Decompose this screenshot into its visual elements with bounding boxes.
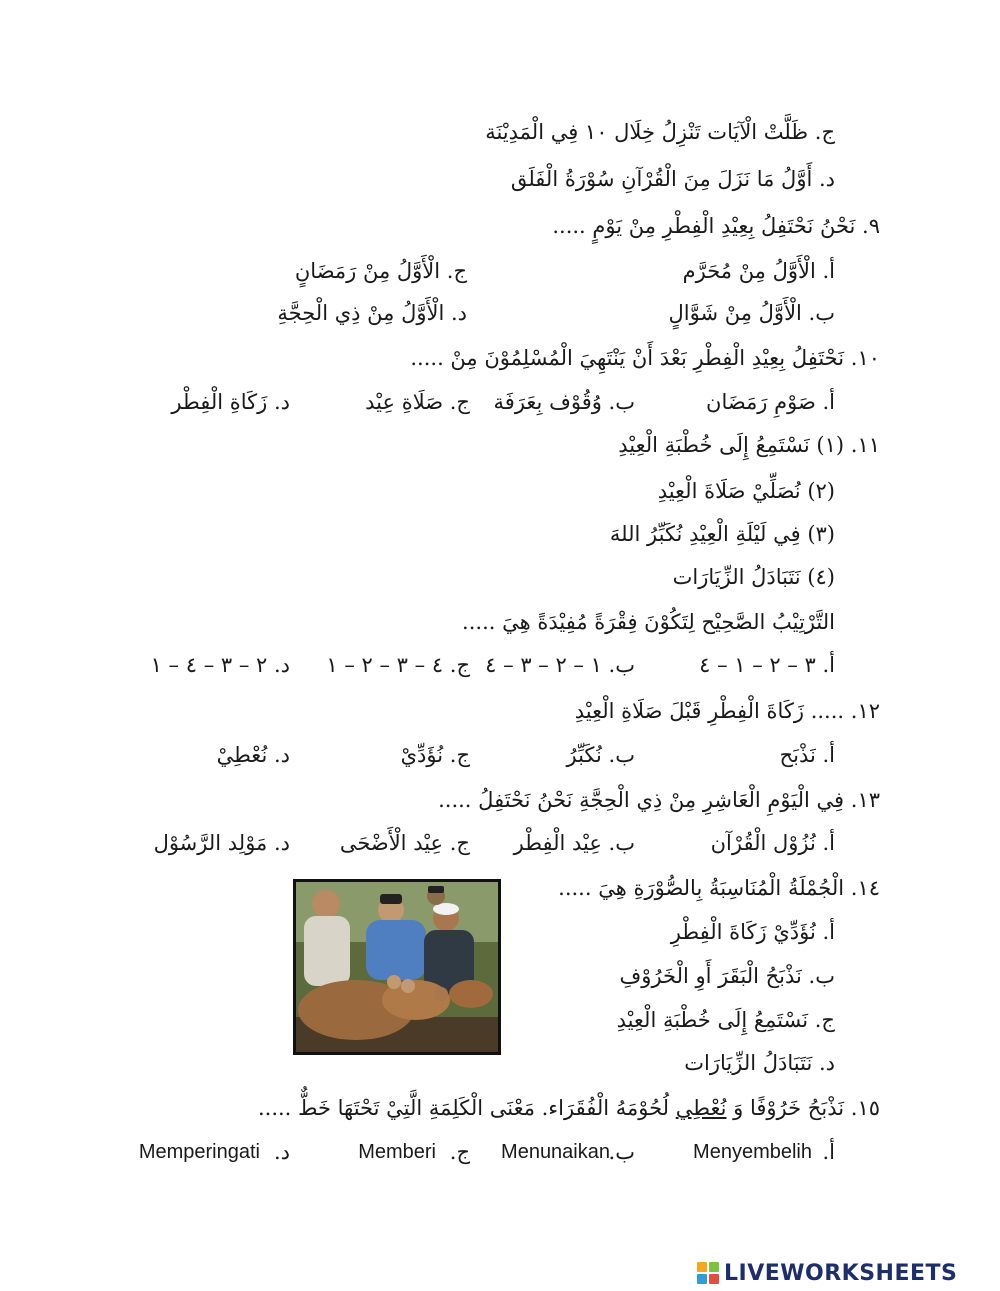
q15-text-post: لُحُوْمَهُ الْفُقَرَاء. مَعْنَى الْكَلِمَةِ الَّتِيْ تَحْتَهَا خَطٌّ ..... xyxy=(257,1096,670,1120)
q11-statement-3: (٣) فِي لَيْلَةِ الْعِيْدِ نُكَبِّرُ اللهَ xyxy=(609,522,835,546)
option-c-prev: ج. ظَلَّتْ الْآيَات تَنْزِلُ خِلَال ١٠ فِي الْمَدِيْنَة xyxy=(485,120,835,144)
q10-option-c[interactable]: ج. صَلَاةِ عِيْد xyxy=(365,390,470,414)
q10-option-b[interactable]: ب. وُقُوْف بِعَرَفَة xyxy=(493,390,635,414)
q11-option-c[interactable]: ج. ٤ – ٣ – ٢ – ١ xyxy=(326,653,470,677)
question-15 xyxy=(258,1093,880,1123)
liveworksheets-logo-icon xyxy=(697,1262,719,1284)
q12-option-c[interactable]: ج. نُؤَدِّيْ xyxy=(400,743,470,767)
q11-option-a[interactable]: أ. ٣ – ٢ – ١ – ٤ xyxy=(699,653,835,677)
q15-letter-b[interactable]: ب. xyxy=(608,1140,635,1164)
q12-option-b[interactable]: ب. نُكَبِّرُ xyxy=(566,743,635,767)
q11-option-b[interactable]: ب. ١ – ٢ – ٣ – ٤ xyxy=(485,653,635,677)
q11-prompt: التَّرْتِيْبُ الصَّحِيْح لِتَكُوْنَ فِقْرَةً مُفِيْدَةً هِيَ ..... xyxy=(462,610,835,634)
question-9: ٩. نَحْنُ نَحْتَفِلُ بِعِيْدِ الْفِطْرِ مِنْ يَوْمٍ ..... xyxy=(552,214,880,238)
q13-option-a[interactable]: أ. نُزُوْل الْقُرْآن xyxy=(710,831,835,855)
liveworksheets-logo xyxy=(697,1258,957,1288)
q11-statement-2: (٢) نُصَلِّيْ صَلَاةَ الْعِيْدِ xyxy=(657,479,835,503)
q15-option-a[interactable]: Menyembelih xyxy=(693,1141,812,1163)
q15-letter-d[interactable]: د. xyxy=(273,1140,290,1164)
option-d-prev: د. أَوَّلُ مَا نَزَلَ مِنَ الْقُرْآنِ سُوْرَةُ الْفَلَق xyxy=(510,167,835,191)
q10-option-d[interactable]: د. زَكَاةِ الْفِطْر xyxy=(171,390,290,414)
q15-number: ١٥. xyxy=(850,1096,880,1120)
q11-option-d[interactable]: د. ٢ – ٣ – ٤ – ١ xyxy=(150,653,290,677)
q15-letter-a[interactable]: أ. xyxy=(822,1140,835,1164)
question-11: ١١. (١) نَسْتَمِعُ إِلَى خُطْبَةِ الْعِيْدِ xyxy=(618,433,880,457)
question-14: ١٤. الْجُمْلَةُ الْمُنَاسِبَةُ بِالصُّوْرَةِ هِيَ ..... xyxy=(558,876,880,900)
q13-option-c[interactable]: ج. عِيْد الْأَضْحَى xyxy=(339,831,470,855)
q9-option-a[interactable]: أ. الْأَوَّلُ مِنْ مُحَرَّم xyxy=(682,259,835,283)
q12-option-a[interactable]: أ. نَذْبَح xyxy=(779,743,835,767)
q14-option-b[interactable]: ب. نَذْبَحُ الْبَقَرَ أَوِ الْخَرُوْفِ xyxy=(619,964,835,988)
question-12: ١٢. ..... زَكَاةَ الْفِطْرِ قَبْلَ صَلَاةِ الْعِيْدِ xyxy=(574,699,880,723)
q15-option-c[interactable]: Memberi xyxy=(358,1141,436,1163)
q12-option-d[interactable]: د. نُعْطِيْ xyxy=(216,743,290,767)
question-10: ١٠. نَحْتَفِلُ بِعِيْدِ الْفِطْرِ بَعْدَ أَنْ يَنْتَهِيَ الْمُسْلِمُوْنَ مِنْ ..... xyxy=(410,346,880,370)
qurban-photo xyxy=(293,879,501,1055)
q14-option-c[interactable]: ج. نَسْتَمِعُ إِلَى خُطْبَةِ الْعِيْدِ xyxy=(616,1008,835,1032)
q15-option-d[interactable]: Memperingati xyxy=(138,1141,260,1163)
q15-option-b[interactable]: Menunaikan xyxy=(501,1141,610,1163)
q14-option-d[interactable]: د. نَتَبَادَلُ الزِّيَارَات xyxy=(684,1051,835,1075)
q15-text-pre: نَذْبَحُ خَرُوْفًا وَ xyxy=(733,1096,845,1120)
q10-option-a[interactable]: أ. صَوْمِ رَمَضَان xyxy=(706,390,835,414)
q15-underlined-word: نُعْطِي xyxy=(675,1096,727,1120)
question-13: ١٣. فِي الْيَوْمِ الْعَاشِرِ مِنْ ذِي الْحِجَّةِ نَحْنُ نَحْتَفِلُ ..... xyxy=(438,788,880,812)
q13-option-b[interactable]: ب. عِيْد الْفِطْر xyxy=(513,831,635,855)
q9-option-b[interactable]: ب. الْأَوَّلُ مِنْ شَوَّالٍ xyxy=(668,301,835,325)
q9-option-c[interactable]: ج. الْأَوَّلُ مِنْ رَمَضَانٍ xyxy=(294,259,467,283)
q14-option-a[interactable]: أ. نُؤَدِّيْ زَكَاةَ الْفِطْرِ xyxy=(670,920,835,944)
q11-statement-4: (٤) نَتَبَادَلُ الزِّيَارَات xyxy=(672,565,835,589)
q9-option-d[interactable]: د. الْأَوَّلُ مِنْ ذِي الْحِجَّةِ xyxy=(277,301,467,325)
q15-letter-c[interactable]: ج. xyxy=(449,1140,470,1164)
q13-option-d[interactable]: د. مَوْلِد الرَّسُوْل xyxy=(153,831,290,855)
liveworksheets-logo-text: LIVEWORKSHEETS xyxy=(724,1260,958,1286)
